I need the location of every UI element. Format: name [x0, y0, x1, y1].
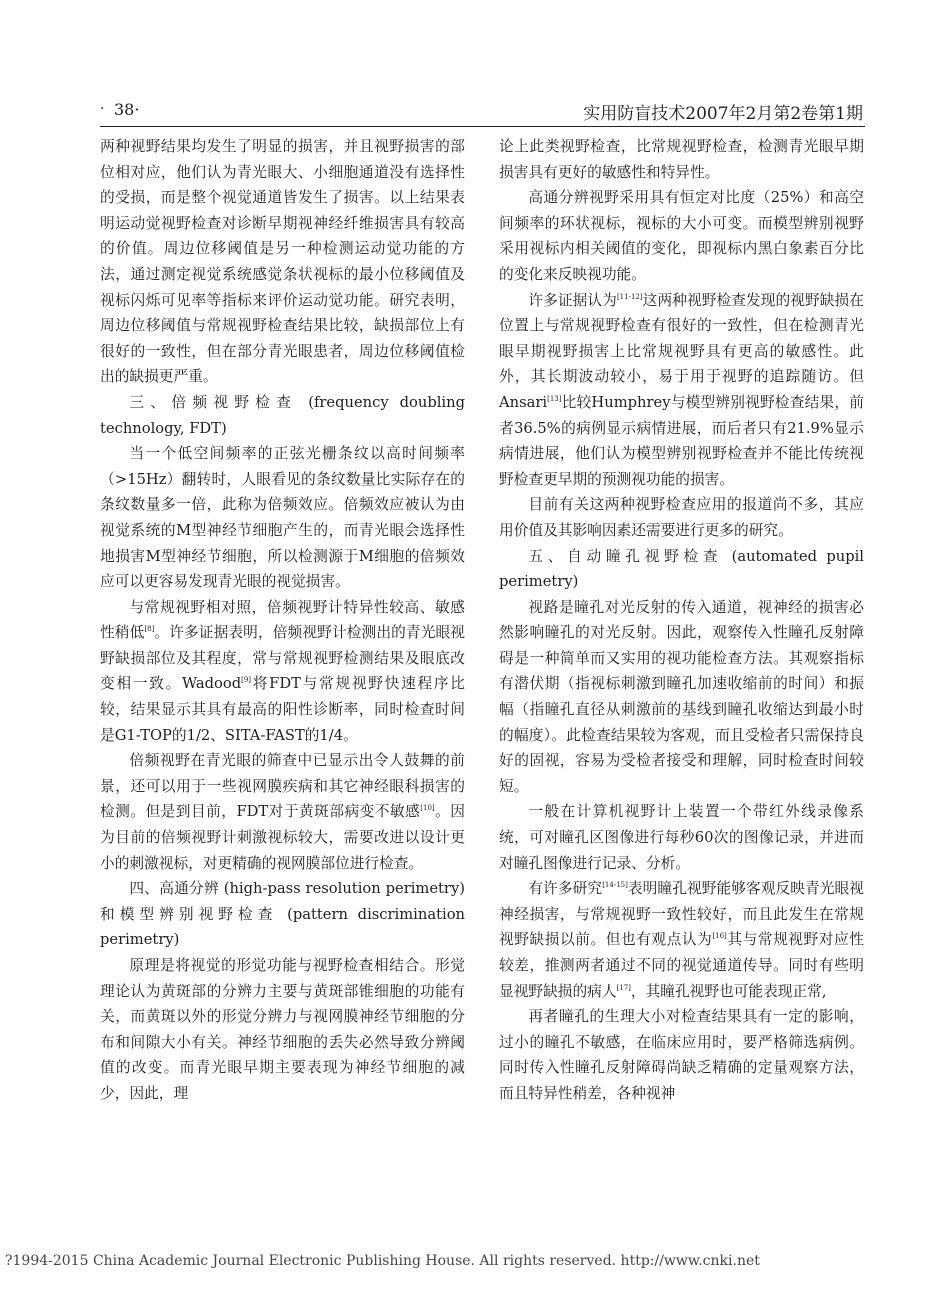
citation: [13] — [547, 394, 562, 403]
citation: [10] — [420, 804, 435, 813]
page-number: 38· — [114, 100, 140, 119]
section-heading-5: 五、自动瞳孔视野检查 (automated pupil perimetry) — [499, 547, 864, 591]
header-rule — [100, 126, 865, 127]
citation: [11-12] — [616, 292, 643, 301]
paragraph: 有许多研究[14-15]表明瞳孔视野能够客观反映青光眼视神经损害，与常规视野一致性较好，而且此发生在常规视野缺损以前。但也有观点认为[16]其与常规视野对应性较差，推测两者通过不同的视觉通道传导。同时有些明显视野缺损的病人[17]，其瞳孔视野也可能表现正常, — [499, 880, 864, 1000]
paragraph: 目前有关这两种视野检查应用的报道尚不多，其应用价值及其影响因素还需要进行更多的研究。 — [499, 496, 864, 539]
paragraph: 与常规视野相对照，倍频视野计特异性较高、敏感性稍低[8]。许多证据表明，倍频视野计检测出的青光眼视野缺损部位及其程度，常与常规视野检测结果及眼底改变相一致。Wadood[9]将FDT与常规视野快速程序比较，结果显示其具有最高的阳性诊断率，同时检查时间是G1-TOP的1/2、SITA-FAST的1/4。 — [100, 598, 465, 744]
paragraph: 原理是将视觉的形觉功能与视野检查相结合。形觉理论认为黄斑部的分辨力主要与黄斑部锥细胞的功能有关，而黄斑以外的形觉分辨力与视网膜神经节细胞的分布和间隙大小有关。神经节细胞的丢失必然导致分辨阈值的改变。而青光眼早期主要表现为神经节细胞的减少，因此，理 — [100, 957, 465, 1102]
paragraph: 许多证据认为[11-12]这两种视野检查发现的视野缺损在位置上与常规视野检查有很好的一致性，但在检测青光眼早期视野损害上比常规视野具有更高的敏感性。此外，其长期波动较小，易于用于视野的追踪随访。但Ansari[13]比较Humphrey与模型辨别视野检查结果，前者36.5%的病例显示病情进展，而后者只有21.9%显示病情进展，他们认为模型辨别视野检查并不能比传统视野检查更早期的预测视功能的损害。 — [499, 291, 864, 488]
paragraph: 再者瞳孔的生理大小对检查结果具有一定的影响，过小的瞳孔不敏感，在临床应用时，要严格筛选病例。同时传入性瞳孔反射障碍尚缺乏精确的定量观察方法，而且特异性稍差，各种视神 — [499, 1008, 864, 1102]
section-heading-3: 三、倍频视野检查 (frequency doubling technology, FDT) — [100, 393, 465, 437]
paragraph: 一般在计算机视野计上装置一个带红外线录像系统，可对瞳孔区图像进行每秒60次的图像记录，并进而对瞳孔图像进行记录、分析。 — [499, 803, 864, 872]
paragraph: 论上此类视野检查，比常规视野检查，检测青光眼早期损害具有更好的敏感性和特异性。 — [499, 138, 864, 181]
paragraph: 两种视野结果均发生了明显的损害，并且视野损害的部位相对应，他们认为青光眼大、小细胞通道没有选择性的受损，而是整个视觉通道皆发生了损害。以上结果表明运动觉视野检查对诊断早期视神经纤维损害具有较高的价值。周边位移阈值是另一种检测运动觉功能的方法，通过测定视觉系统感觉条状视标的最小位移阈值及视标闪烁可见率等指标来评价运动觉功能。研究表明，周边位移阈值与常规视野检查结果比较，缺损部位上有很好的一致性，但在部分青光眼患者，周边位移阈值检出的缺损更严重。 — [100, 138, 465, 386]
citation: [16] — [712, 932, 727, 941]
copyright-footer: ?1994-2015 China Academic Journal Electronic Publishing House. All rights reserved. http://www.cnki.net — [5, 1253, 760, 1269]
paragraph: 倍频视野在青光眼的筛查中已显示出令人鼓舞的前景，还可以用于一些视网膜疾病和其它神经眼科损害的检测。但是到目前，FDT对于黄斑部病变不敏感[10]。因为目前的倍频视野计刺激视标较大，需要改进以设计更小的刺激视标，对更精确的视网膜部位进行检查。 — [100, 752, 465, 872]
left-column — [100, 134, 465, 1107]
paragraph: 高通分辨视野采用具有恒定对比度（25%）和高空间频率的环状视标，视标的大小可变。而模型辨别视野采用视标内相关阈值的变化，即视标内黑白象素百分比的变化来反映视功能。 — [499, 189, 864, 283]
paragraph: 视路是瞳孔对光反射的传入通道，视神经的损害必然影响瞳孔的对光反射。因此，观察传入性瞳孔反射障碍是一种简单而又实用的视功能检查方法。其观察指标有潜伏期（指视标刺激到瞳孔加速收缩前的时间）和振幅（指瞳孔直径从刺激前的基线到瞳孔收缩达到最小时的幅度）。此检查结果较为客观，而且受检者只需保持良好的固视，容易为受检者接受和理解，同时检查时间较短。 — [499, 598, 864, 795]
journal-title: 实用防盲技术2007年2月第2卷第1期 — [583, 104, 863, 124]
right-column — [499, 134, 864, 1107]
citation: [17] — [616, 983, 631, 992]
section-heading-4: 四、高通分辨 (high-pass resolution perimetry) 和模型辨别视野检查 (pattern discrimination perimetry) — [100, 880, 465, 949]
running-header — [100, 97, 865, 125]
paragraph: 当一个低空间频率的正弦光栅条纹以高时间频率（>15Hz）翻转时，人眼看见的条纹数量比实际存在的条纹数量多一倍，此称为倍频效应。倍频效应被认为由视觉系统的M型神经节细胞产生的，而青光眼会选择性地损害M型神经节细胞，所以检测源于M细胞的倍频效应可以更容易发现青光眼的视觉损害。 — [100, 445, 465, 591]
header-dot: · — [100, 101, 105, 117]
citation: [14-15] — [602, 881, 628, 890]
citation: [9] — [241, 676, 252, 685]
citation: [8] — [144, 625, 155, 634]
